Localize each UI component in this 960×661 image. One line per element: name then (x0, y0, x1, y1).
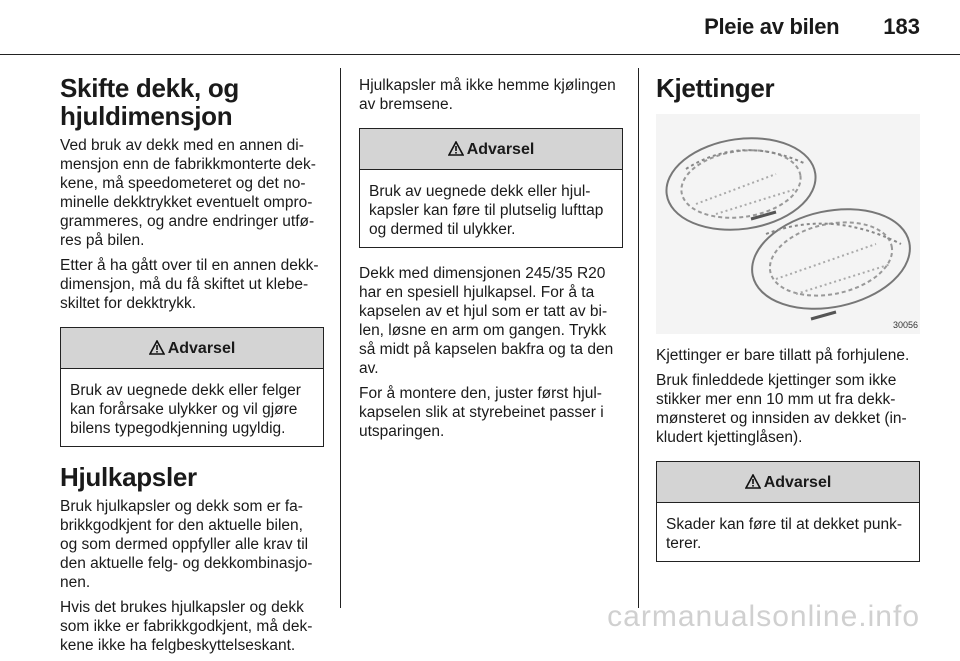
warning-title: Advarsel (466, 140, 535, 158)
snow-chains-figure (656, 114, 920, 334)
warning-title: Advarsel (763, 473, 832, 491)
page-number: 183 (883, 14, 920, 39)
warning-box (656, 461, 920, 562)
warning-triangle-icon (448, 141, 464, 157)
warning-triangle-icon (745, 474, 761, 490)
warning-body: Skader kan føre til at dekket punk-terer. (666, 516, 903, 552)
figure-number: 30056 (892, 320, 918, 330)
heading-chains: Kjettinger (656, 73, 775, 103)
column-divider (340, 68, 341, 608)
warning-header (61, 328, 323, 369)
warning-title: Advarsel (167, 339, 236, 357)
paragraph: Bruk hjulkapsler og dekk som er fa-brikkgodkjent for den aktuelle bilen, og som dermed oppfyller alle krav til den aktuelle felg- og dekkombinasjo-nen. (60, 498, 313, 591)
column-divider (638, 68, 639, 608)
paragraph: Dekk med dimensjonen 245/35 R20 har en spesiell hjulkapsel. For å ta kapselen av et hjul som er tatt av bi-len, løsne en arm om gangen. Trykk så midt på kapselen bakfra og ta den av. (359, 265, 614, 377)
paragraph: For å montere den, juster først hjul-kapselen slik at styrebeinet passer i utsparingen. (359, 385, 604, 440)
warning-box (60, 327, 324, 447)
paragraph: Hjulkapsler må ikke hemme kjølingen av bremsene. (359, 77, 616, 113)
heading-tire-change: Skifte dekk, og hjuldimensjon (60, 73, 239, 131)
paragraph: Hvis det brukes hjulkapsler og dekk som ikke er fabrikkgodkjent, må dek-kene ikke ha felgbeskyttelseskant. (60, 599, 313, 654)
warning-body: Bruk av uegnede dekk eller hjul-kapsler kan føre til plutselig lufttap og dermed til ulykker. (369, 183, 604, 238)
paragraph: Ved bruk av dekk med en annen di-mensjon enn de fabrikkmonterte dek-kene, må speedometeret og det no-minelle dekktrykket eventuelt ompro-grammeres, og andre endringer utfø-res på bilen. (60, 137, 316, 249)
warning-header (360, 129, 622, 170)
paragraph: Kjettinger er bare tillatt på forhjulene. (656, 347, 910, 364)
page-header (704, 14, 920, 40)
watermark: carmanualsonline.info (607, 600, 920, 633)
paragraph: Etter å ha gått over til en annen dekk-dimensjon, må du få skiftet ut klebe-skiltet for dekktrykk. (60, 257, 319, 312)
column-3 (656, 68, 920, 578)
heading-hubcaps: Hjulkapsler (60, 462, 197, 492)
paragraph: Bruk finleddede kjettinger som ikke stikker mer enn 10 mm ut fra dekk-mønsteret og innsiden av dekket (in-kludert kjettinglåsen). (656, 372, 907, 446)
section-title: Pleie av bilen (704, 14, 840, 39)
warning-body: Bruk av uegnede dekk eller felger kan forårsake ulykker og vil gjøre bilens typegodkjenning ugyldig. (70, 382, 301, 437)
warning-triangle-icon (149, 340, 165, 356)
column-2 (359, 68, 623, 447)
header-rule (0, 54, 960, 55)
column-1 (60, 68, 324, 661)
snow-chains-illustration (656, 114, 920, 334)
warning-header (657, 462, 919, 503)
warning-box (359, 128, 623, 248)
